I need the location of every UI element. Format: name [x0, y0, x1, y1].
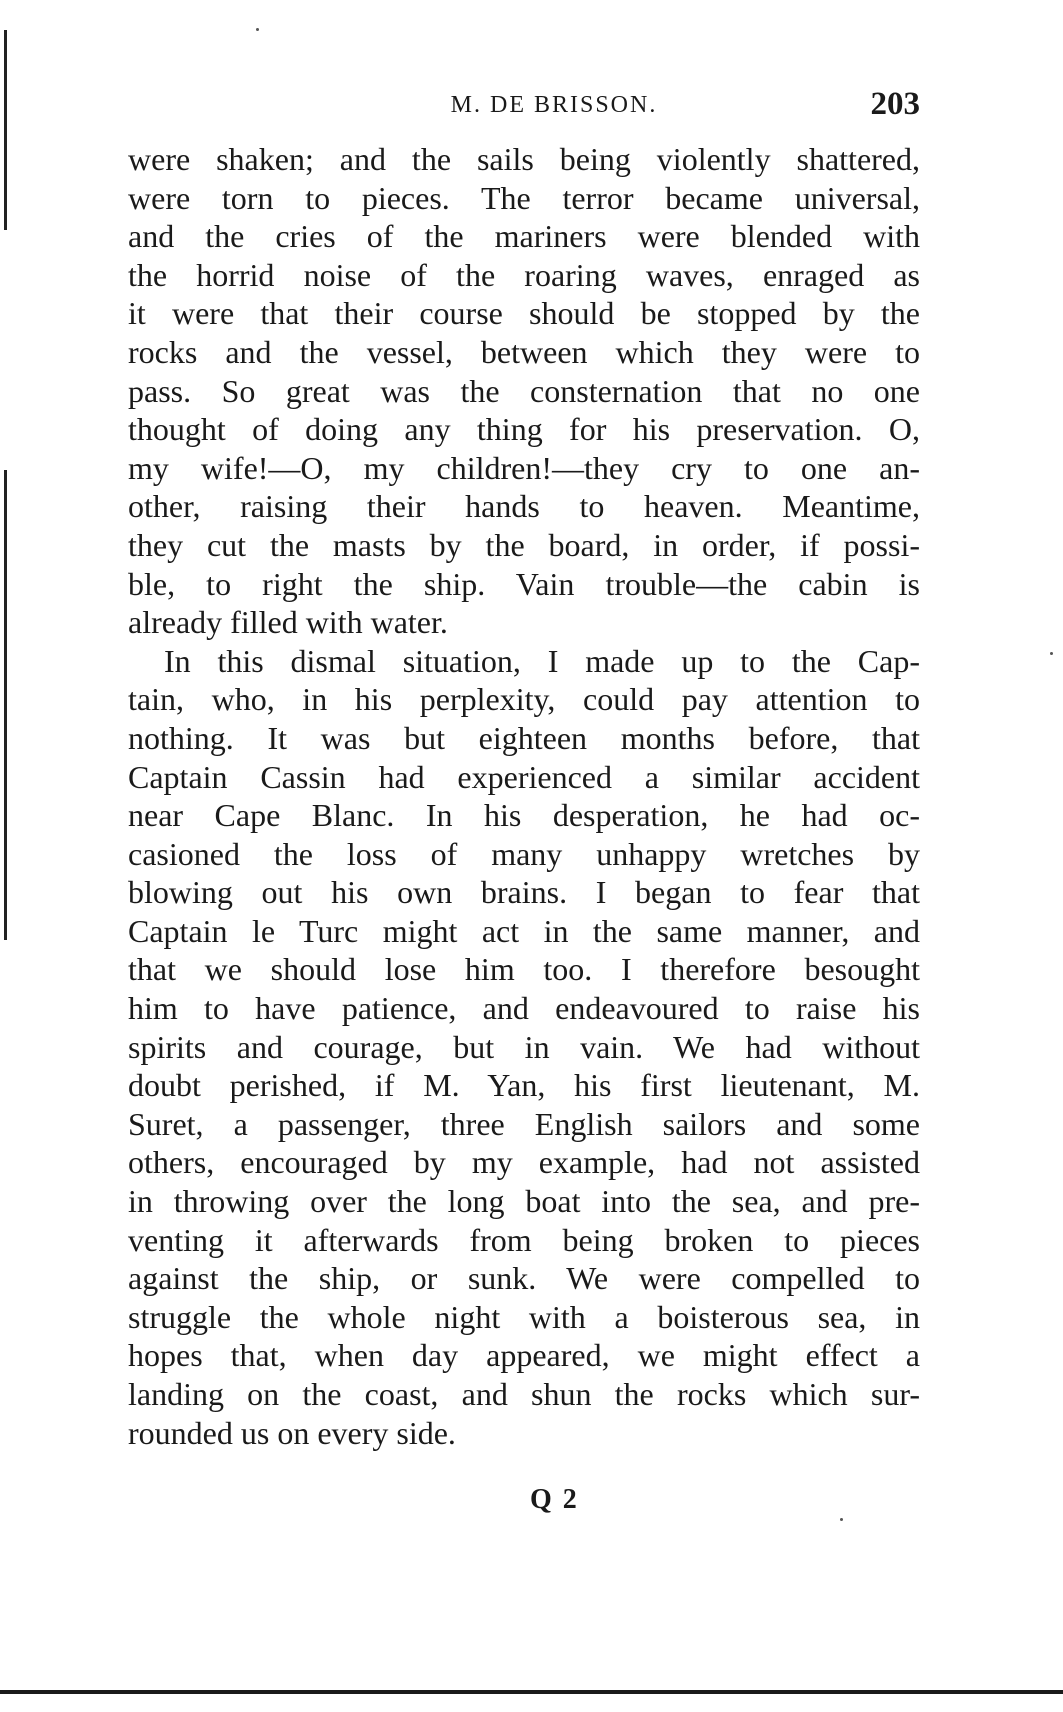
text-line: that we should lose him too. I therefore besought [128, 951, 920, 988]
scan-speck [840, 1518, 843, 1521]
text-line: it were that their course should be stopped by the [128, 295, 920, 332]
text-line: In this dismal situation, I made up to the Cap- [164, 642, 920, 679]
text-line: nothing. It was but eighteen months before, that [128, 719, 920, 756]
scan-speck [1050, 652, 1053, 655]
paragraph-2 [128, 642, 920, 1452]
left-edge-mark-bottom [4, 470, 7, 940]
left-edge-mark-top [4, 30, 7, 230]
text-line: Captain Cassin had experienced a similar accident [128, 758, 920, 795]
text-line: against the ship, or sunk. We were compelled to [128, 1260, 920, 1297]
text-line: Captain le Turc might act in the same manner, and [128, 912, 920, 949]
text-line: landing on the coast, and shun the rocks which sur- [128, 1376, 920, 1412]
signature-mark: Q 2 [530, 1484, 579, 1515]
text-line: were torn to pieces. The terror became universal, [128, 179, 920, 216]
text-line: Suret, a passenger, three English sailors and some [128, 1105, 920, 1142]
text-line: blowing out his own brains. I began to fear that [128, 874, 920, 911]
page-number: 203 [870, 86, 920, 122]
text-line: others, encouraged by my example, had not assisted [128, 1144, 920, 1181]
text-line: venting it afterwards from being broken to pieces [128, 1221, 920, 1258]
text-line: near Cape Blanc. In his desperation, he had oc- [128, 797, 920, 834]
text-line: ble, to right the ship. Vain trouble—the cabin is [128, 565, 920, 602]
text-line: my wife!—O, my children!—they cry to one an- [128, 449, 920, 486]
running-head: M. DE BRISSON. [450, 92, 658, 118]
text-line: hopes that, when day appeared, we might effect a [128, 1337, 920, 1374]
text-line: struggle the whole night with a boisterous sea, in [128, 1298, 920, 1335]
text-line: and the cries of the mariners were blended with [128, 218, 920, 255]
scan-speck [256, 28, 259, 31]
text-line: thought of doing any thing for his preservation. O, [128, 411, 920, 448]
text-line: in throwing over the long boat into the sea, and pre- [128, 1183, 920, 1220]
page-header [128, 86, 920, 132]
text-line: already filled with water. [128, 604, 448, 641]
text-line: tain, who, in his perplexity, could pay attention to [128, 681, 920, 718]
text-line: him to have patience, and endeavoured to raise his [128, 990, 920, 1027]
text-line: pass. So great was the consternation that no one [128, 372, 920, 409]
text-line: other, raising their hands to heaven. Meantime, [128, 488, 920, 525]
text-line: casioned the loss of many unhappy wretches by [128, 835, 920, 872]
bottom-edge-rule [0, 1690, 1063, 1694]
text-line: spirits and courage, but in vain. We had without [128, 1028, 920, 1065]
text-line: rounded us on every side. [128, 1414, 456, 1451]
text-line: were shaken; and the sails being violently shattered, [128, 141, 920, 177]
text-line: they cut the masts by the board, in order, if possi- [128, 526, 920, 563]
body-text [128, 140, 920, 1452]
text-line: doubt perished, if M. Yan, his first lieutenant, M. [128, 1067, 920, 1104]
text-line: rocks and the vessel, between which they were to [128, 333, 920, 370]
paragraph-1 [128, 140, 920, 642]
text-line: the horrid noise of the roaring waves, enraged as [128, 256, 920, 293]
